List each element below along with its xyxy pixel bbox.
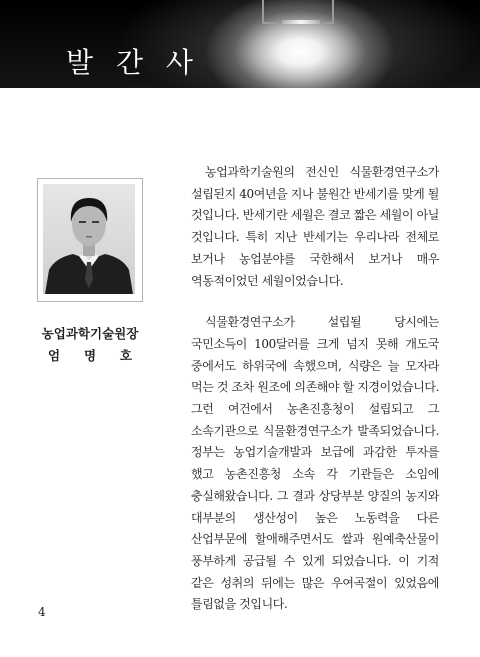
page-number: 4 — [38, 605, 46, 619]
banner-light-streak — [282, 20, 320, 24]
portrait-illustration — [43, 184, 135, 294]
banner-bracket-right — [318, 0, 334, 24]
paragraph: 식물환경연구소가 설립될 당시에는 국민소득이 100달러를 크게 넘지 못해 개도국 중에서도 하위국에 속했으며, 식량은 늘 모자라 먹는 것 조차 원조에 의존해야 할 지경이었습니다. 그런 여건에서 농촌진흥청이 설립되고 그 소속기관으로 식물환경연구소가 발족되었습니다. 정부는 농업기술개발과 보급에 과감한 투자를 했고 농촌진흥청 소속 각 기관들은 소임에 충실해왔습니다. 그 결과 상당부분 양질의 농지와 대부분의 생산성이 높은 노동력을 다른 산업부문에 할애해주면서도 쌀과 원예축산물이 풍부하게 공급될 수 있게 되었습니다. 이 기적 같은 성취의 뒤에는 많은 우여곡절이 있었음에 틀림없을 것입니다. — [191, 315, 439, 612]
portrait-frame — [37, 178, 143, 302]
page-title: 발 간 사 — [66, 46, 200, 79]
paragraph: 농업과학기술원의 전신인 식물환경연구소가 설립된지 40여년을 지나 불원간 반세기를 맞게 될 것입니다. 반세기란 세월은 결코 짧은 세월이 아닐 것입니다. 특히 지난 반세기는 우리나라 전체로 보거나 농업분야를 국한해서 보거나 매우 역동적이었던 세월이었습니다. — [191, 165, 439, 288]
banner-bracket-left — [262, 0, 278, 24]
body-text — [191, 162, 439, 616]
portrait-photo — [43, 184, 135, 294]
author-position: 농업과학기술원장 — [41, 326, 139, 341]
author-name-char: 엄 — [48, 348, 61, 363]
author-name — [48, 346, 132, 364]
author-name-char: 명 — [83, 348, 97, 363]
header-banner — [0, 0, 480, 88]
author-name-char: 호 — [119, 348, 132, 363]
